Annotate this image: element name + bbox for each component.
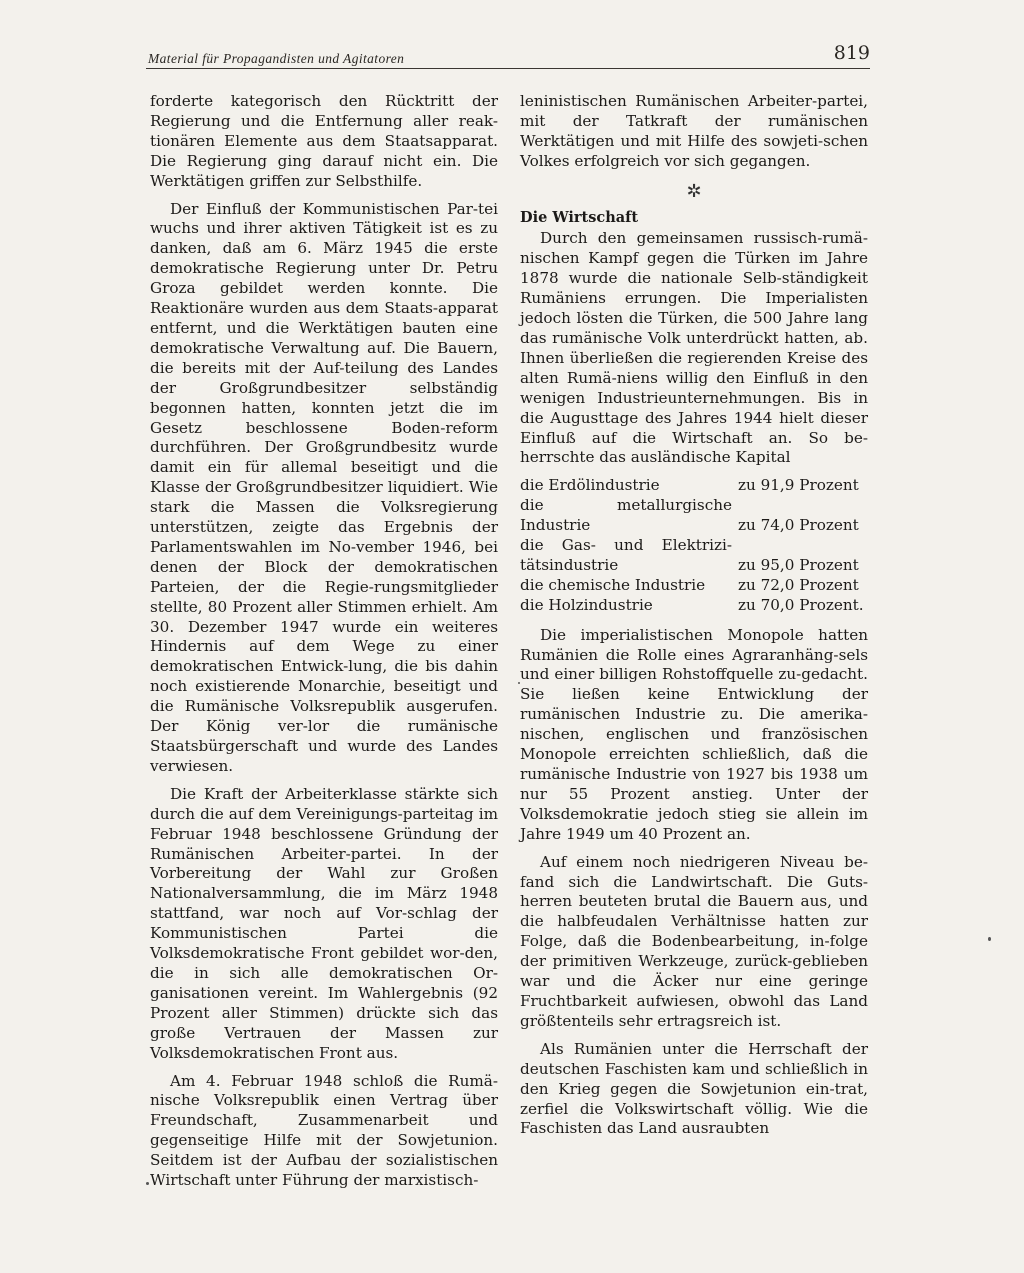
table-cell-share: zu 70,0 Prozent.	[738, 595, 864, 614]
page-number: 819	[833, 42, 870, 64]
table-cell-share: zu 74,0 Prozent	[738, 516, 859, 535]
print-speck	[988, 937, 991, 941]
paragraph: Auf einem noch niedrigeren Niveau be-fand sich die Landwirtschaft. Die Guts-herren beuteten brutal die Bauern aus, und die halbfeudalen Verhältnisse hatten zur Folge, daß die Bodenbearbeitung, in-folge der primitiven Werkzeuge, zurück-geblieben war und die Äcker nur eine geringe Fruchtbarkeit aufwiesen, obwohl das Land größtenteils sehr ertragsreich ist.	[520, 852, 868, 1030]
section-heading: Die Wirtschaft	[520, 208, 639, 226]
table-cell-industry: die chemische Industrie	[520, 575, 706, 594]
right-column	[520, 92, 868, 1139]
paragraph: Die Kraft der Arbeiterklasse stärkte sich durch die auf dem Vereinigungs-parteitag im Februar 1948 beschlossene Gründung der Rumänischen Arbeiter-partei. In der Vorbereitung der Wahl zur Großen Nationalversammlung, die im März 1948 stattfand, war noch auf Vor-schlag der Kommunistischen Partei die Volksdemokratische Front gebildet wor-den, die in sich alle demokratischen Or-ganisationen vereint. Im Wahlergebnis (92 Prozent aller Stimmen) drückte sich das große Vertrauen der Massen zur Volksdemokratischen Front aus.	[150, 784, 498, 1062]
table-cell-share: zu 95,0 Prozent	[738, 555, 859, 574]
paragraph: Am 4. Februar 1948 schloß die Rumä-nische Volksrepublik einen Vertrag über Freundschaft, Zusammenarbeit und gegenseitige Hilfe mit der Sowjetunion. Seitdem ist der Aufbau der sozialistischen Wirtschaft unter Führung der marxistisch-	[150, 1071, 498, 1190]
paragraph: Der Einfluß der Kommunistischen Par-tei wuchs und ihrer aktiven Tätigkeit ist es zu danken, daß am 6. März 1945 die erste demokratische Regierung unter Dr. Petru Groza gebildet werden konnte. Die Reaktionäre wurden aus dem Staats-apparat entfernt, und die Werktätigen bauten eine demokratische Verwaltung auf. Die Bauern, die bereits mit der Auf-teilung des Landes der Großgrundbesitzer selbständig begonnen hatten, konnten jetzt die im Gesetz beschlossene Boden-reform durchführen. Der Großgrundbesitz wurde damit ein für allemal beseitigt und die Klasse der Großgrundbesitzer liquidiert. Wie stark die Massen die Volksregierung unterstützen, zeigte das Ergebnis der Parlamentswahlen im No-vember 1946, bei denen der Block der demokratischen Parteien, der die Regie-rungsmitglieder stellte, 80 Prozent aller Stimmen erhielt. Am 30. Dezember 1947 wurde ein weiteres Hindernis auf dem Wege zu einer demokratischen Entwick-lung, die bis dahin noch existierende Monarchie, beseitigt und die Rumänische Volksrepublik ausgerufen. Der König ver-lor die rumänische Staatsbürgerschaft und wurde des Landes verwiesen.	[150, 199, 498, 775]
table-row	[520, 496, 868, 536]
left-column	[150, 92, 498, 1191]
table-cell-share: zu 91,9 Prozent	[738, 476, 859, 495]
table-cell-industry: die Holzindustrie	[520, 595, 653, 614]
paragraph: Die imperialistischen Monopole hatten Rumänien die Rolle eines Agraranhäng-sels und einer billigen Rohstoffquelle zu-gedacht. Sie ließen keine Entwicklung der rumänischen Industrie zu. Die amerika-nischen, englischen und französischen Monopole erreichten schließlich, daß die rumänische Industrie von 1927 bis 1938 um nur 55 Prozent anstieg. Unter der Volksdemokratie jedoch stieg sie allein im Jahre 1949 um 40 Prozent an.	[520, 625, 868, 843]
print-speck	[518, 682, 520, 684]
page-header	[146, 40, 870, 68]
table-row	[520, 576, 868, 596]
print-speck	[146, 1182, 149, 1185]
table-row	[520, 596, 868, 616]
running-head: Material für Propagandisten und Agitatoren	[148, 51, 405, 66]
paragraph: forderte kategorisch den Rücktritt der Regierung und die Entfernung aller reak-tionären Elemente aus dem Staatsapparat. Die Regierung ging darauf nicht ein. Die Werktätigen griffen zur Selbsthilfe.	[150, 92, 498, 190]
paragraph: leninistischen Rumänischen Arbeiter-partei, mit der Tatkraft der rumänischen Werktätigen und mit Hilfe des sowjeti-schen Volkes erfolgreich vor sich gegangen.	[520, 92, 868, 170]
paragraph: Durch den gemeinsamen russisch-rumä-nischen Kampf gegen die Türken im Jahre 1878 wurde die nationale Selb-ständigkeit Rumäniens errungen. Die Imperialisten jedoch lösten die Türken, die 500 Jahre lang das rumänische Volk unterdrückt hatten, ab. Ihnen überließen die regierenden Kreise des alten Rumä-niens willig den Einfluß in den wenigen Industrieunternehmungen. Bis in die Augusttage des Jahres 1944 hielt dieser Einfluß auf die Wirtschaft an. So be-herrschte das ausländische Kapital	[520, 229, 868, 467]
table-cell-industry: die Gas- und Elektrizi-tätsindustrie	[520, 536, 732, 574]
paragraph: Als Rumänien unter die Herrschaft der deutschen Faschisten kam und schließlich in den Krieg gegen die Sowjetunion ein-trat, zerfiel die Volkswirtschaft völlig. Wie die Faschisten das Land ausraubten	[520, 1039, 868, 1138]
foreign-capital-table	[520, 476, 868, 615]
table-row	[520, 536, 868, 576]
table-cell-share: zu 72,0 Prozent	[738, 575, 859, 594]
header-rule	[146, 68, 870, 69]
table-row	[520, 476, 868, 496]
section-separator: ✲	[686, 180, 702, 202]
table-cell-industry: die metallurgische Industrie	[520, 496, 732, 535]
table-cell-industry: die Erdölindustrie	[520, 476, 660, 495]
